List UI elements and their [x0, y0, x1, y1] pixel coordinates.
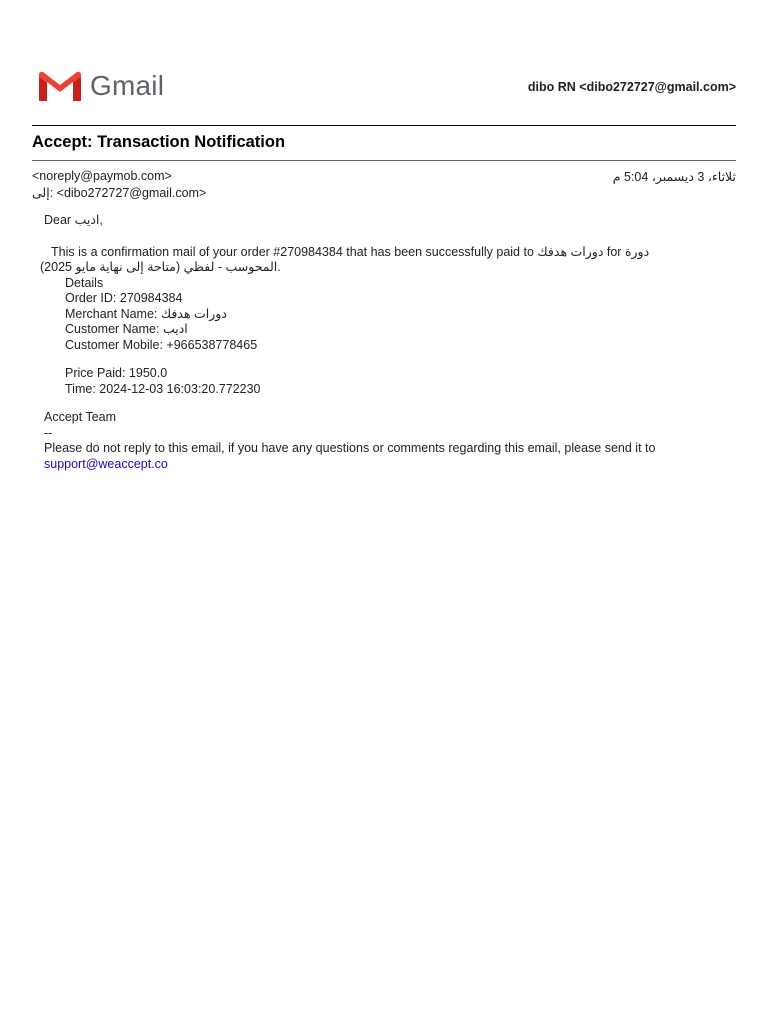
gmail-logo-text: Gmail [90, 70, 165, 101]
sender-address: <noreply@paymob.com> [32, 169, 172, 183]
order-id: Order ID: 270984384 [65, 291, 183, 305]
email-subject: Accept: Transaction Notification [32, 133, 286, 151]
greeting: Dear اديب, [44, 213, 103, 227]
customer-name: Customer Name: اديب [65, 322, 188, 336]
price-paid: Price Paid: 1950.0 [65, 366, 168, 380]
confirmation-line-continued: المحوسب - لفظي (متاحة إلى نهاية مايو 2025). [40, 260, 281, 274]
customer-mobile: Customer Mobile: +966538778465 [65, 337, 258, 352]
signature-separator: -- [44, 425, 53, 440]
divider [32, 125, 736, 126]
confirmation-line: This is a confirmation mail of your order #270984384 that has been successfully paid to دورات هدفك for دورة [51, 244, 650, 259]
details-heading: Details [65, 275, 104, 290]
spacer [44, 397, 724, 410]
signature: Accept Team [44, 410, 117, 424]
email-body [40, 213, 724, 472]
transaction-time: Time: 2024-12-03 16:03:20.772230 [65, 381, 261, 396]
order-details [65, 276, 724, 398]
divider [32, 160, 736, 161]
merchant-name: Merchant Name: دورات هدفك [65, 306, 227, 321]
footer-note: Please do not reply to this email, if you have any questions or comments regarding this email, please send it to [44, 441, 656, 455]
print-header [32, 68, 736, 104]
support-email-link[interactable]: support@weaccept.co [44, 456, 168, 471]
account-identity: dibo RN <dibo272727@gmail.com> [527, 80, 736, 94]
gmail-m-icon [38, 70, 82, 102]
email-date: ثلاثاء، 3 ديسمبر، 5:04 م [612, 170, 736, 184]
gmail-logo [38, 70, 164, 102]
spacer [65, 353, 724, 366]
recipient-address: إلى: <dibo272727@gmail.com> [32, 186, 207, 200]
